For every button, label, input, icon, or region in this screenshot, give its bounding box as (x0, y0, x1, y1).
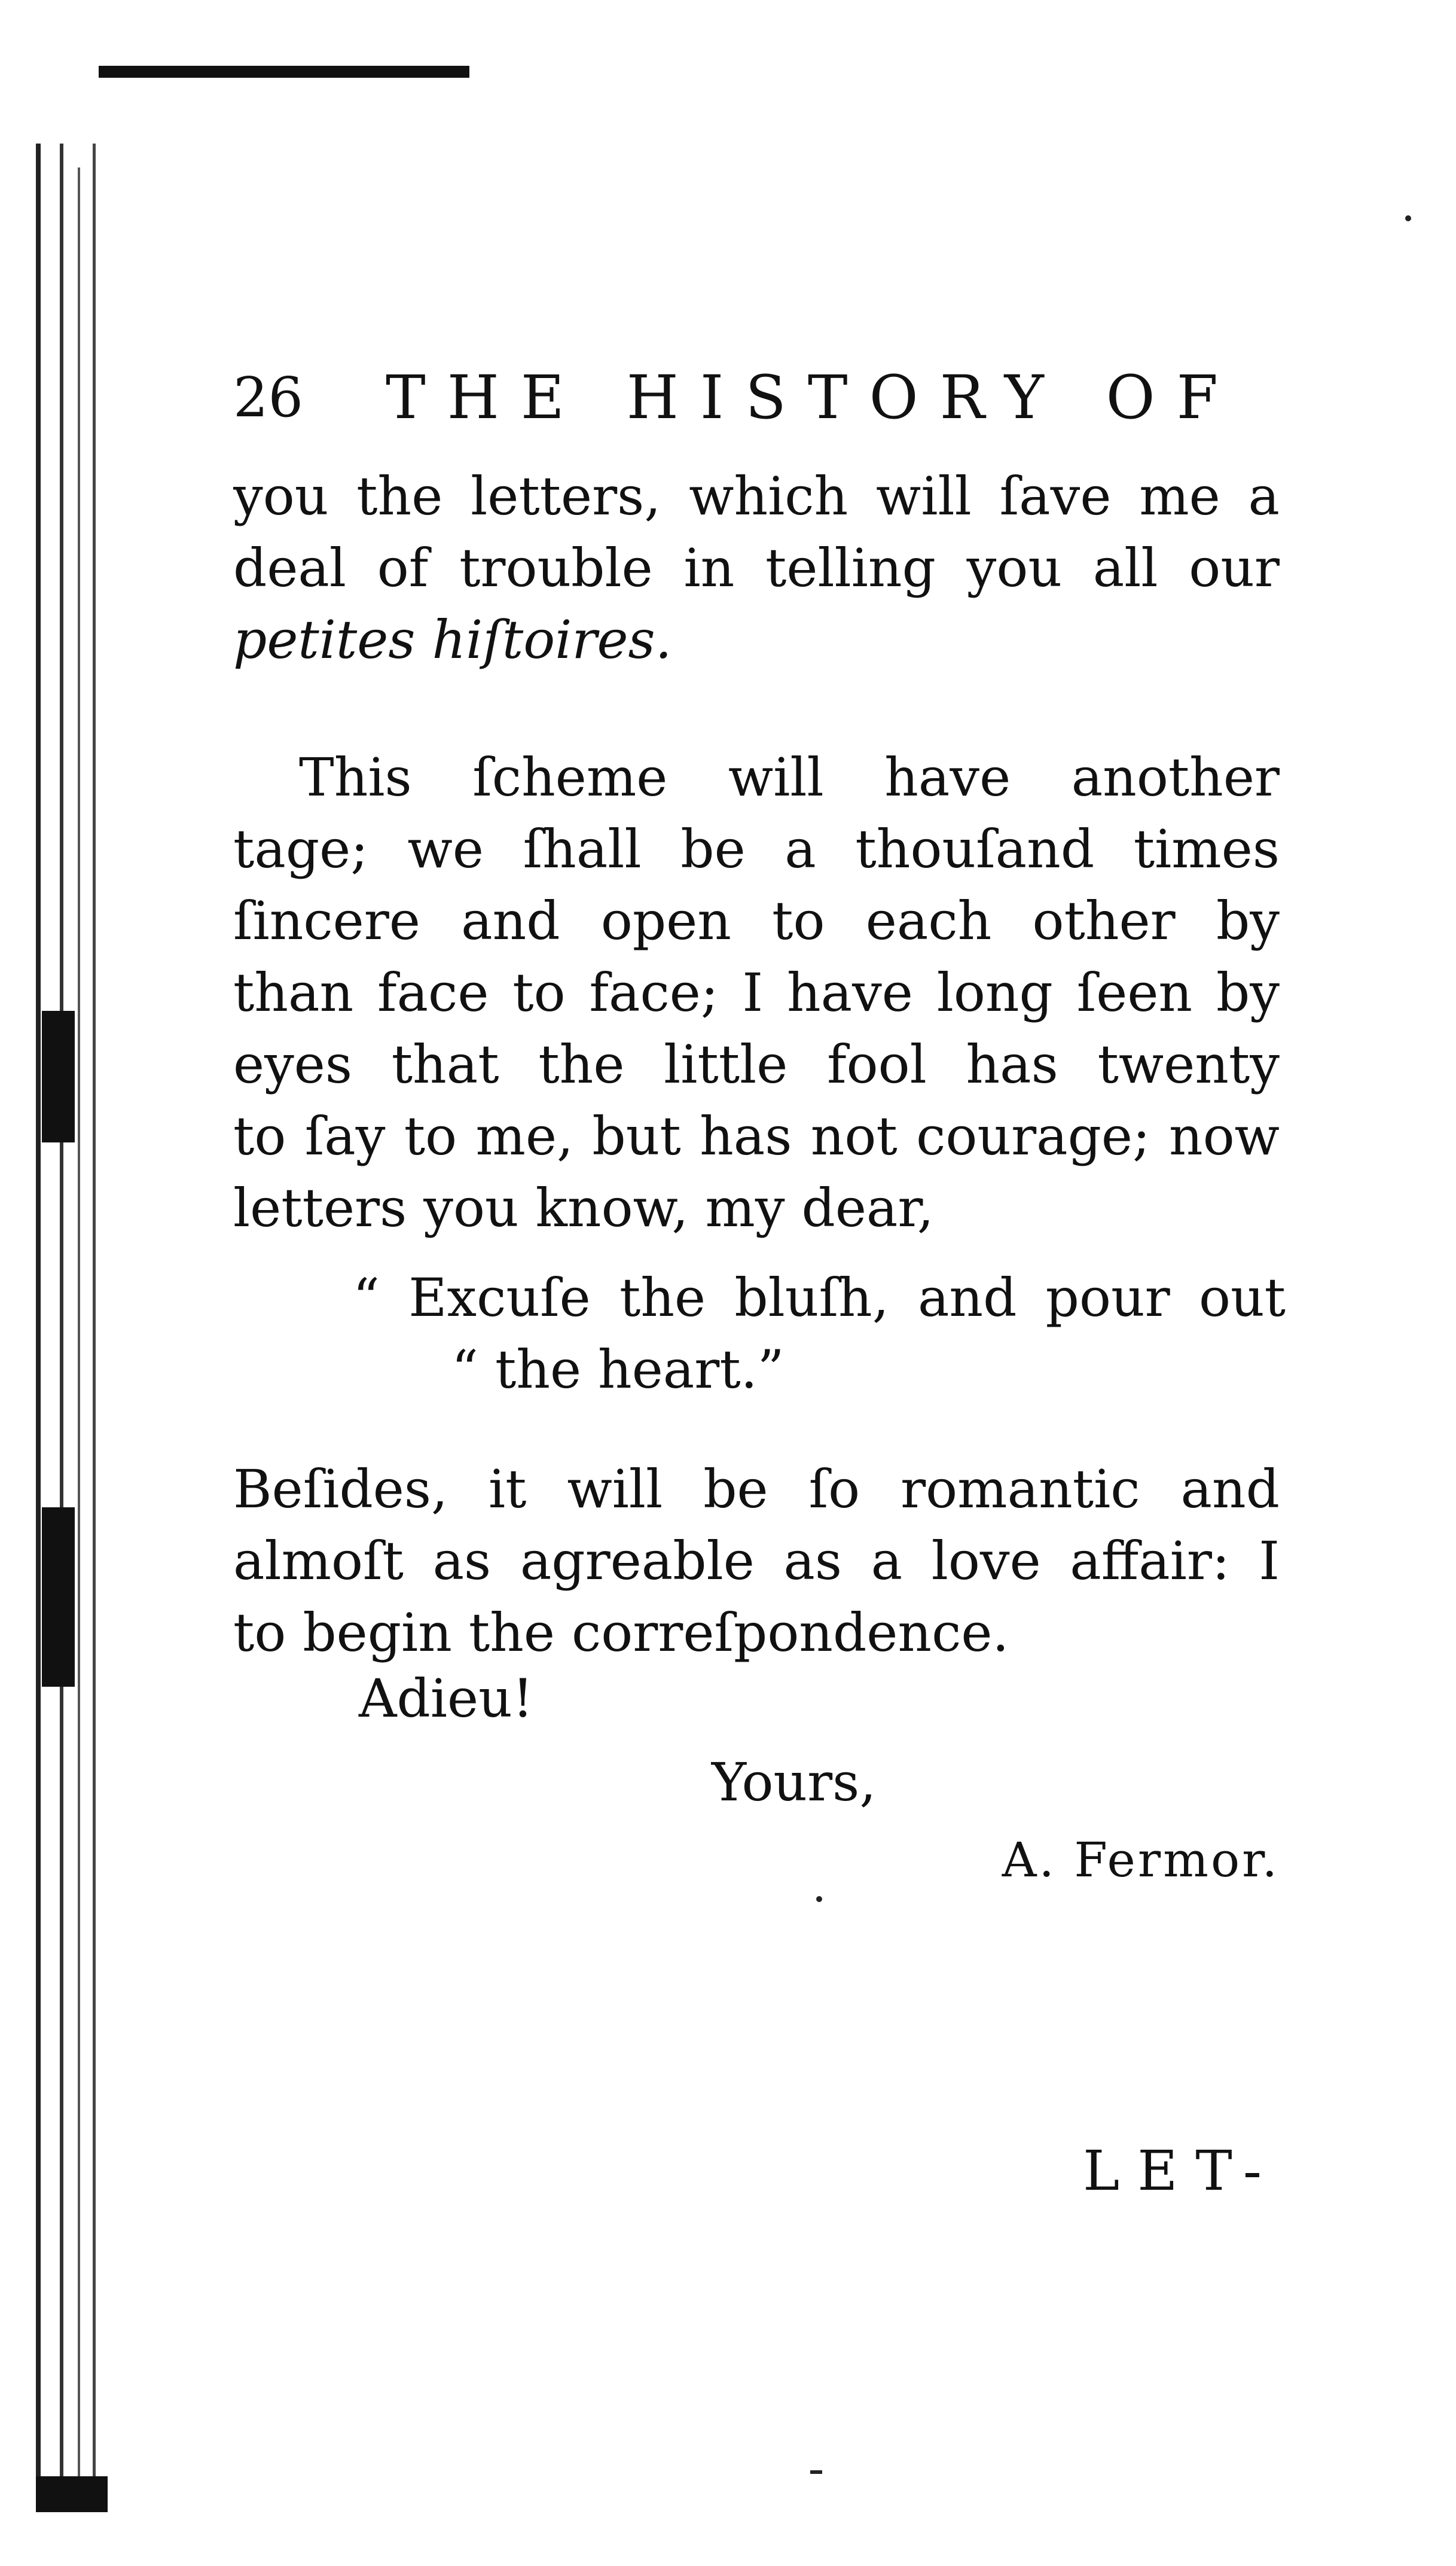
text-line: you the letters, which will ſave me a (233, 465, 1280, 527)
closing-adieu: Adieu! (359, 1668, 534, 1729)
scan-speck (810, 2470, 822, 2474)
text-line: than face to face; I have long ſeen by (233, 962, 1280, 1023)
text-line: to begin the correſpondence. (233, 1602, 1009, 1663)
text-line: This ſcheme will have another (299, 746, 1280, 808)
running-header (233, 359, 1286, 437)
text-line: eyes that the little fool has twenty (233, 1034, 1280, 1095)
paragraph-continuation (233, 461, 1280, 1244)
text-line: tage; we ſhall be a thouſand times (233, 818, 1280, 880)
text-line: letters you know, my dear, (233, 1177, 934, 1239)
text-line: almoſt as agreable as a love affair: I (233, 1530, 1280, 1592)
text-line: deal of trouble in telling you all our (233, 537, 1280, 599)
running-head-title: THE HISTORY OF (386, 362, 1240, 432)
scan-binding-edge (36, 144, 108, 2512)
quote-line: “ Excuſe the bluſh, and pour out (353, 1267, 1286, 1328)
closing-yours: Yours, (712, 1751, 877, 1813)
catchword: LET- (1083, 2139, 1280, 2203)
quote-line: “ the heart.” (451, 1339, 785, 1400)
scan-speck (1405, 215, 1411, 221)
verse-quotation (353, 1262, 1286, 1406)
text-line: to ſay to me, but has not courage; now (233, 1105, 1280, 1167)
scan-speck (816, 1896, 822, 1902)
text-line: Beſides, it will be ſo romantic and (233, 1458, 1280, 1520)
signature: A. Fermor. (1002, 1832, 1280, 1888)
paragraph-besides (233, 1453, 1280, 1669)
scan-top-rule (99, 66, 469, 78)
page-number: 26 (233, 365, 304, 429)
text-line: ſincere and open to each other by (233, 890, 1280, 952)
text-line: petites hiſtoires. (233, 609, 672, 671)
